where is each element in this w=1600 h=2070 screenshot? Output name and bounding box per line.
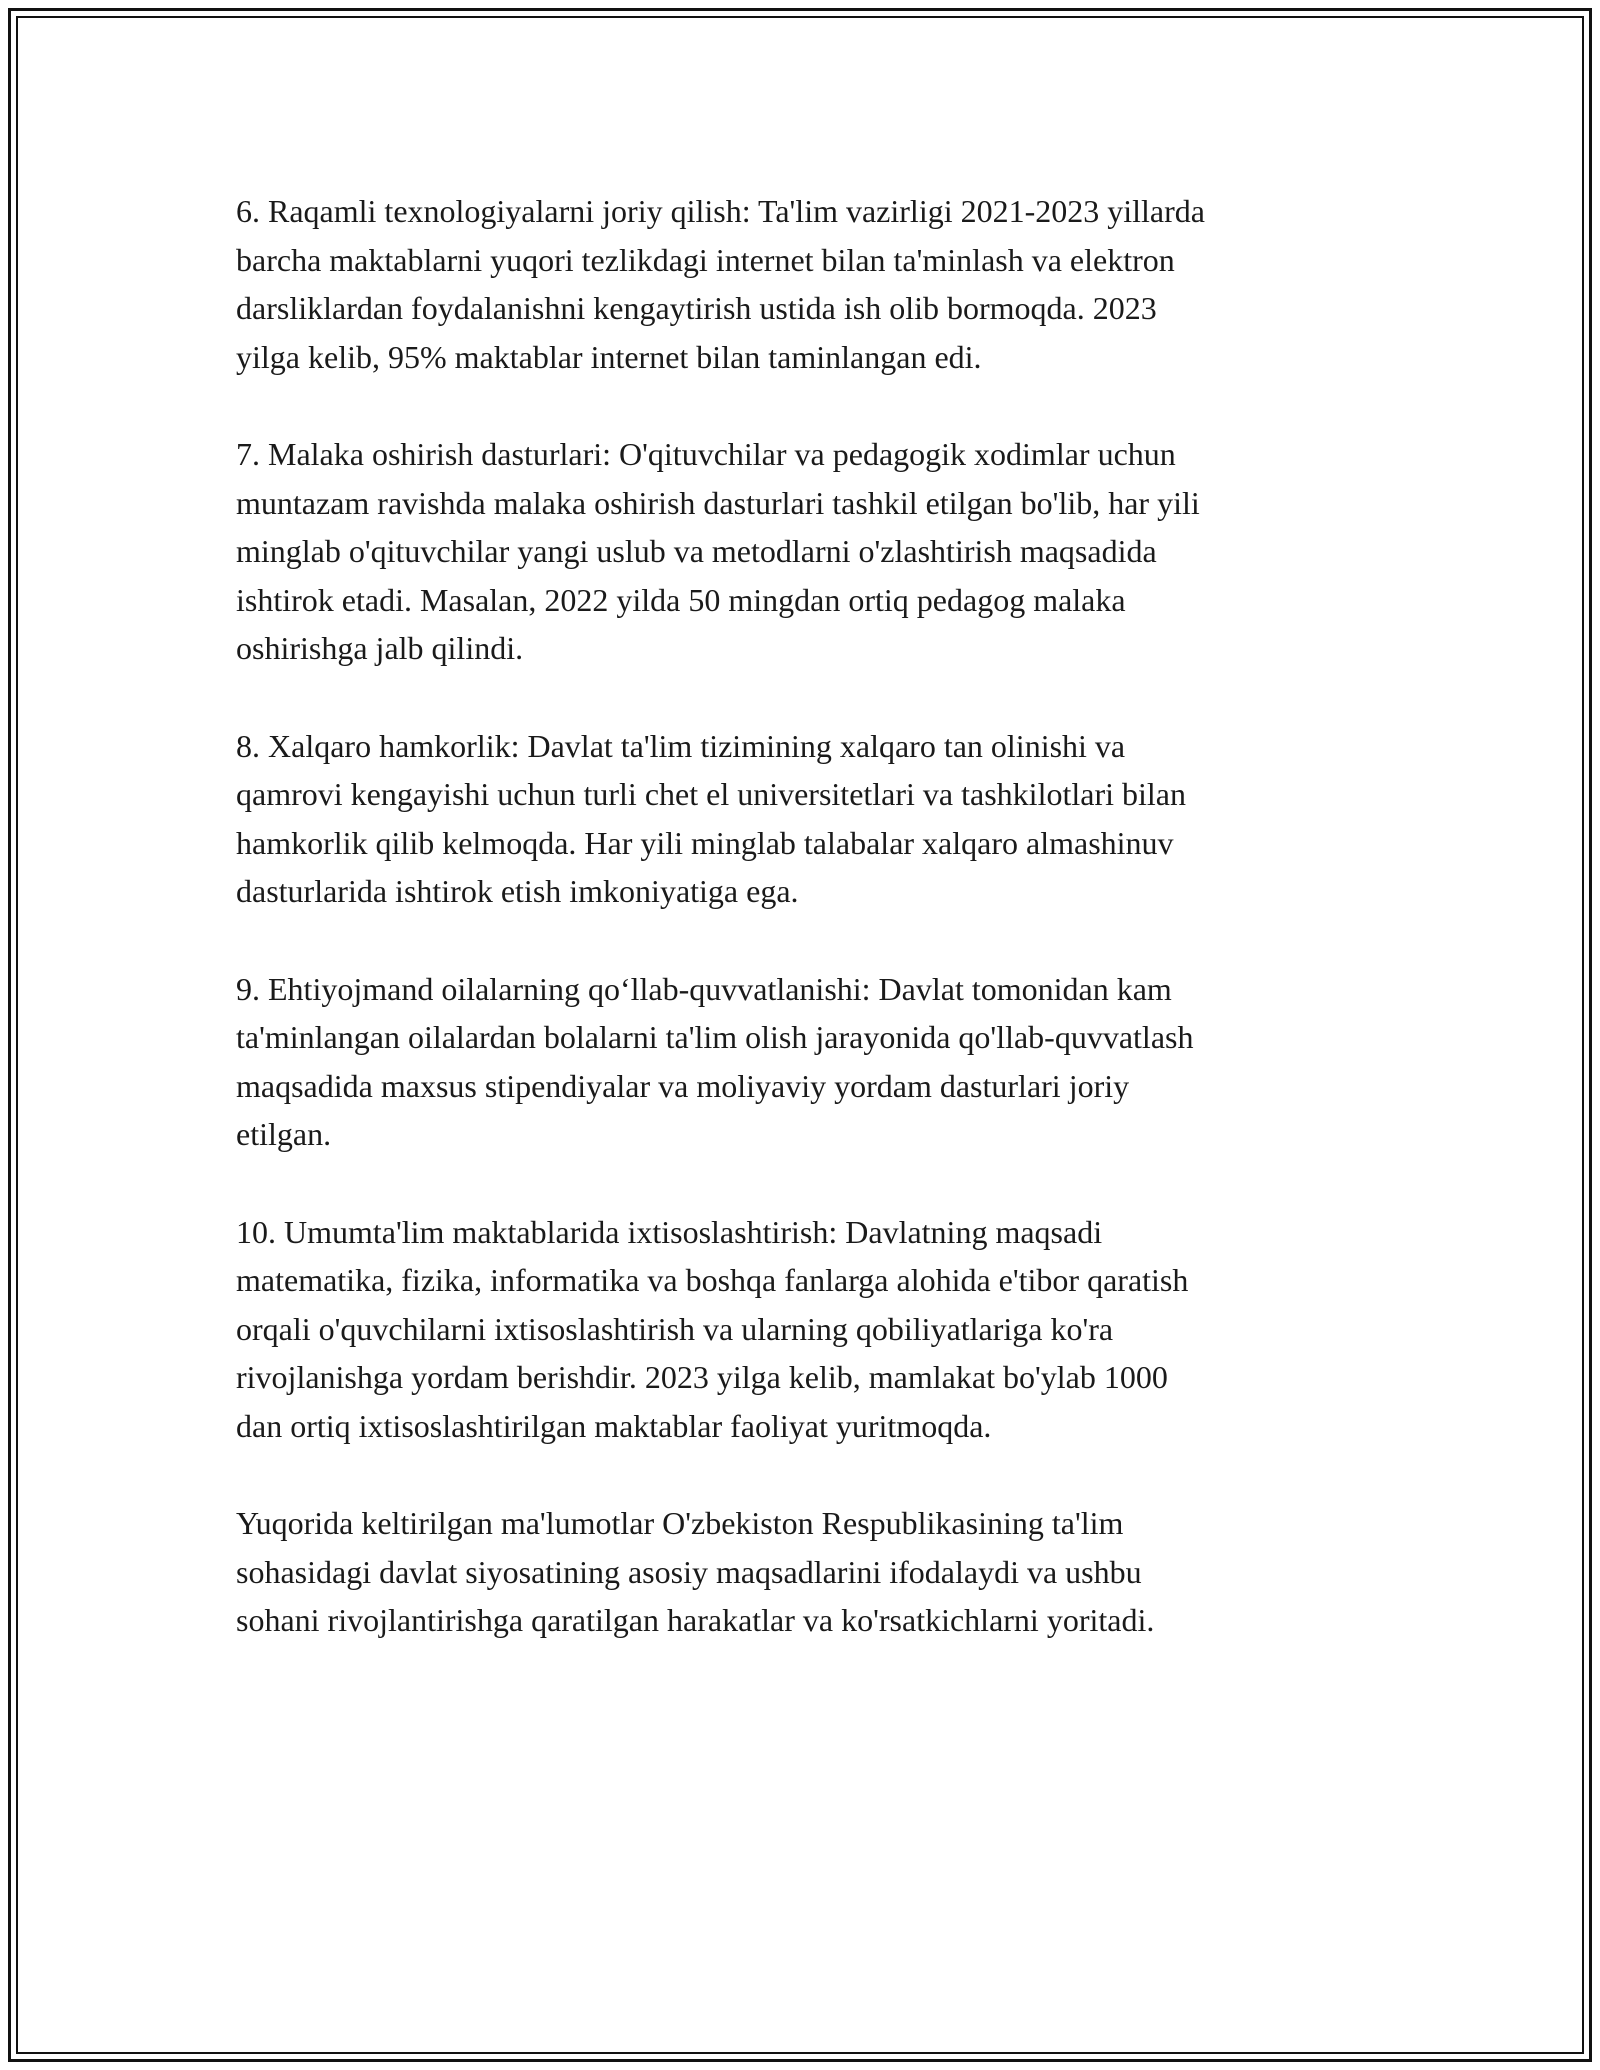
paragraph-conclusion: Yuqorida keltirilgan ma'lumotlar O'zbekiston Respublikasining ta'lim sohasidagi davlat siyosatining asosiy maqsadlarini ifodalaydi va ushbu sohani rivojlantirishga qaratilgan harakatlar va ko'rsatkichlarni yoritadi.	[236, 1505, 1155, 1638]
paragraph-international-cooperation: 8. Xalqaro hamkorlik: Davlat ta'lim tizimining xalqaro tan olinishi va qamrovi kengayishi uchun turli chet el universitetlari va tashkilotlari bilan hamkorlik qilib kelmoqda. Har yili minglab talabalar xalqaro almashinuv dasturlarida ishtirok etish imkoniyatiga ega.	[236, 727, 1186, 909]
document-body	[236, 187, 1366, 1645]
paragraph-family-support: 9. Ehtiyojmand oilalarning qo‘llab-quvvatlanishi: Davlat tomonidan kam ta'minlangan oilalardan bolalarni ta'lim olish jarayonida qo'llab-quvvatlash maqsadida maxsus stipendiyalar va moliyaviy yordam dasturlari joriy etilgan.	[236, 970, 1194, 1152]
paragraph-digital-technologies: 6. Raqamli texnologiyalarni joriy qilish: Ta'lim vazirligi 2021-2023 yillarda barcha maktablarni yuqori tezlikdagi internet bilan ta'minlash va elektron darsliklardan foydalanishni kengaytirish ustida ish olib bormoqda. 2023 yilga kelib, 95% maktablar internet bilan taminlangan edi.	[236, 193, 1205, 375]
paragraph-professional-development: 7. Malaka oshirish dasturlari: O'qituvchilar va pedagogik xodimlar uchun muntazam ravishda malaka oshirish dasturlari tashkil etilgan bo'lib, har yili minglab o'qituvchilar yangi uslub va metodlarni o'zlashtirish maqsadida ishtirok etadi. Masalan, 2022 yilda 50 mingdan ortiq pedagog malaka oshirishga jalb qilindi.	[236, 436, 1200, 666]
paragraph-specialized-schools: 10. Umumta'lim maktablarida ixtisoslashtirish: Davlatning maqsadi matematika, fizika, informatika va boshqa fanlarga alohida e'tibor qaratish orqali o'quvchilarni ixtisoslashtirish va ularning qobiliyatlariga ko'ra rivojlanishga yordam berishdir. 2023 yilga kelib, mamlakat bo'ylab 1000 dan ortiq ixtisoslashtirilgan maktablar faoliyat yuritmoqda.	[236, 1213, 1189, 1444]
